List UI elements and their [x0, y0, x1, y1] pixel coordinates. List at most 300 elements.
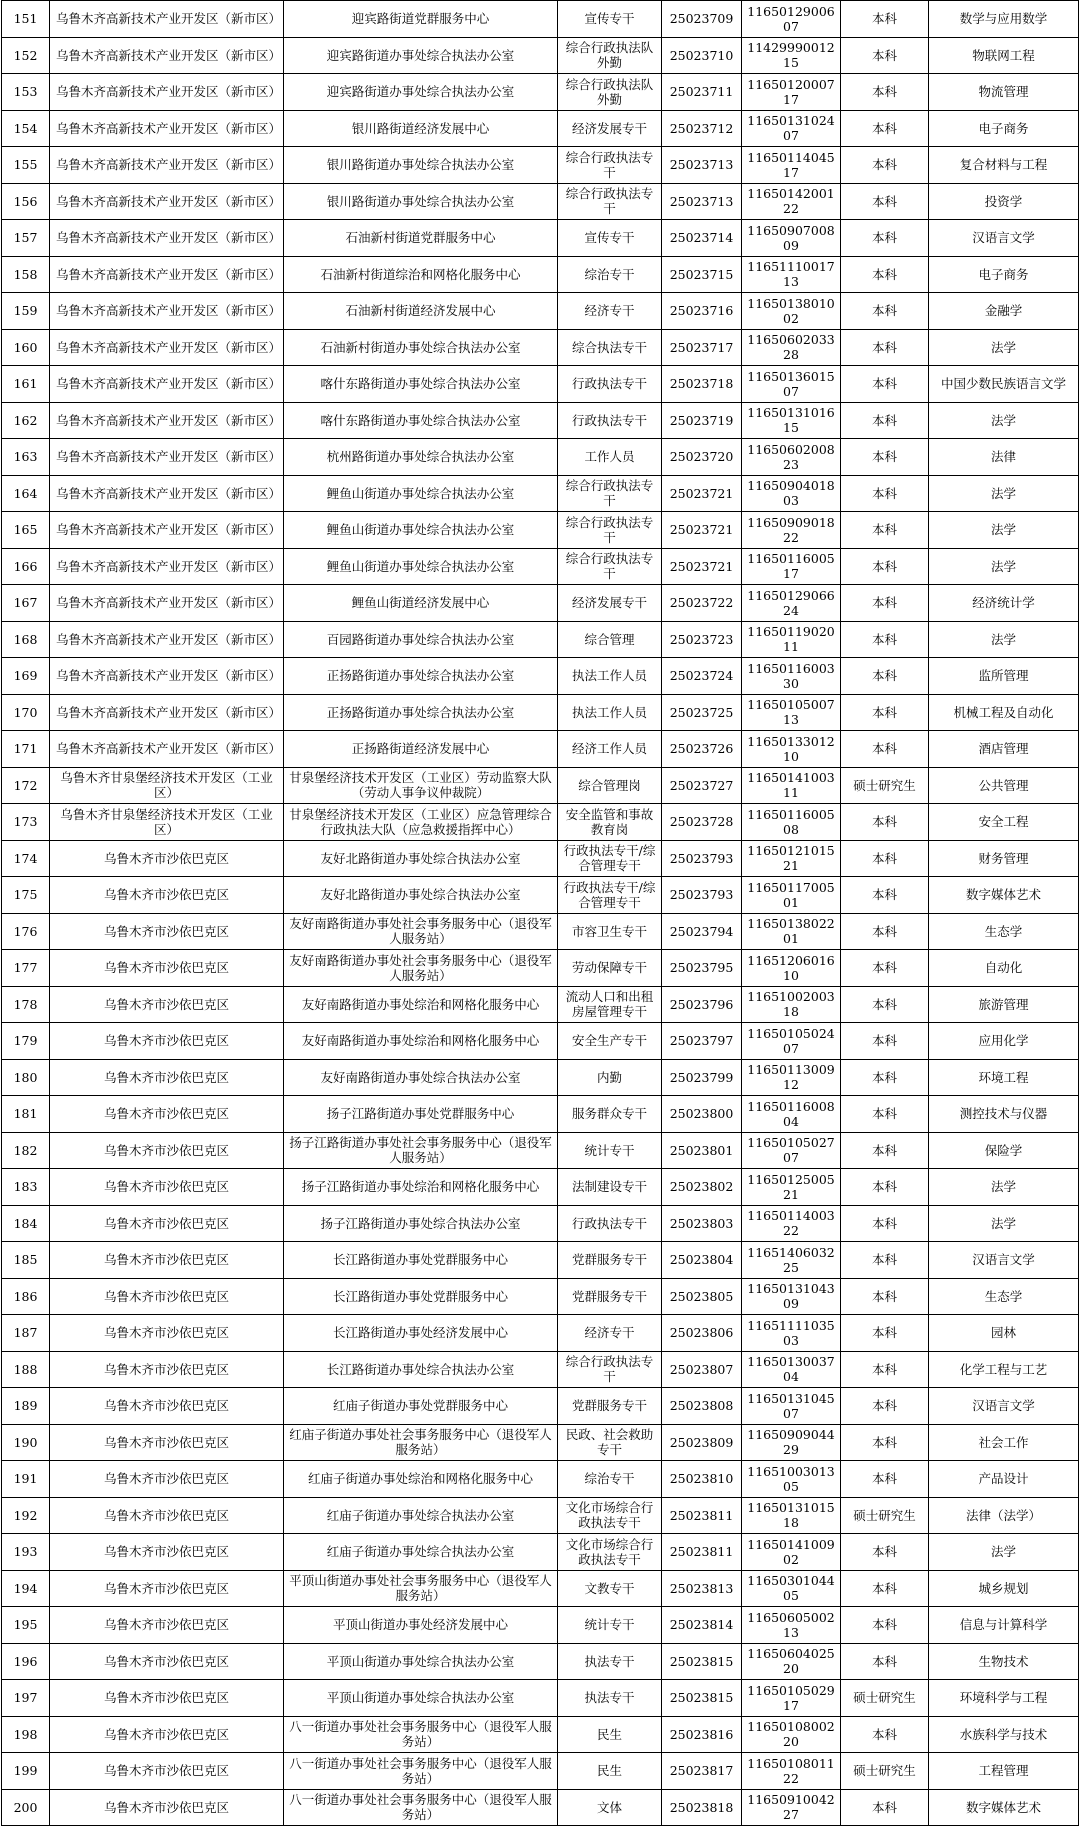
district-cell: 乌鲁木齐高新技术产业开发区（新市区） [50, 585, 284, 622]
education-cell: 本科 [841, 1789, 929, 1826]
row-number-cell: 197 [2, 1680, 50, 1717]
row-number-cell: 155 [2, 147, 50, 184]
position-code-cell: 25023797 [662, 1023, 742, 1060]
table-row [2, 1753, 1079, 1790]
row-number-cell: 165 [2, 512, 50, 549]
table-row [2, 877, 1079, 914]
position-code-cell: 25023810 [662, 1461, 742, 1498]
education-cell: 本科 [841, 1607, 929, 1644]
table-row [2, 147, 1079, 184]
education-cell: 本科 [841, 1534, 929, 1571]
row-number-cell: 195 [2, 1607, 50, 1644]
unit-cell: 银川路街道经济发展中心 [284, 110, 558, 147]
position-code-cell: 25023728 [662, 804, 742, 841]
exam-id-cell: 1165111001713 [742, 256, 841, 293]
education-cell: 本科 [841, 110, 929, 147]
major-cell: 社会工作 [929, 1424, 1079, 1461]
district-cell: 乌鲁木齐市沙依巴克区 [50, 1242, 284, 1279]
major-cell: 法学 [929, 621, 1079, 658]
major-cell: 数字媒体艺术 [929, 1789, 1079, 1826]
major-cell: 机械工程及自动化 [929, 694, 1079, 731]
major-cell: 环境工程 [929, 1059, 1079, 1096]
table-row [2, 1497, 1079, 1534]
position-cell: 民生 [558, 1753, 662, 1790]
row-number-cell: 184 [2, 1205, 50, 1242]
exam-id-cell: 1165011600508 [742, 804, 841, 841]
education-cell: 本科 [841, 329, 929, 366]
major-cell: 环境科学与工程 [929, 1680, 1079, 1717]
table-row [2, 840, 1079, 877]
row-number-cell: 172 [2, 767, 50, 804]
table-row [2, 366, 1079, 403]
position-code-cell: 25023719 [662, 402, 742, 439]
education-cell: 硕士研究生 [841, 767, 929, 804]
district-cell: 乌鲁木齐高新技术产业开发区（新市区） [50, 731, 284, 768]
education-cell: 本科 [841, 1023, 929, 1060]
position-cell: 行政执法专干/综合管理专干 [558, 877, 662, 914]
unit-cell: 甘泉堡经济技术开发区（工业区）应急管理综合行政执法大队（应急救援指挥中心） [284, 804, 558, 841]
position-cell: 法制建设专干 [558, 1169, 662, 1206]
position-cell: 文教专干 [558, 1570, 662, 1607]
unit-cell: 石油新村街道经济发展中心 [284, 293, 558, 330]
unit-cell: 正扬路街道经济发展中心 [284, 731, 558, 768]
exam-id-cell: 1165013003704 [742, 1351, 841, 1388]
exam-id-cell: 1165100301305 [742, 1461, 841, 1498]
district-cell: 乌鲁木齐高新技术产业开发区（新市区） [50, 1, 284, 38]
district-cell: 乌鲁木齐高新技术产业开发区（新市区） [50, 329, 284, 366]
exam-id-cell: 1165010502917 [742, 1680, 841, 1717]
major-cell: 公共管理 [929, 767, 1079, 804]
row-number-cell: 200 [2, 1789, 50, 1826]
position-cell: 经济工作人员 [558, 731, 662, 768]
position-cell: 综合管理岗 [558, 767, 662, 804]
position-cell: 宣传专干 [558, 1, 662, 38]
position-cell: 综合行政执法专干 [558, 1351, 662, 1388]
exam-id-cell: 1165011700501 [742, 877, 841, 914]
district-cell: 乌鲁木齐市沙依巴克区 [50, 840, 284, 877]
education-cell: 本科 [841, 1643, 929, 1680]
district-cell: 乌鲁木齐高新技术产业开发区（新市区） [50, 548, 284, 585]
position-cell: 民生 [558, 1716, 662, 1753]
education-cell: 本科 [841, 950, 929, 987]
exam-id-cell: 1165060402520 [742, 1643, 841, 1680]
major-cell: 汉语言文学 [929, 1242, 1079, 1279]
position-code-cell: 25023710 [662, 37, 742, 74]
position-code-cell: 25023712 [662, 110, 742, 147]
exam-id-cell: 1165011300912 [742, 1059, 841, 1096]
exam-id-cell: 1165060200823 [742, 439, 841, 476]
row-number-cell: 152 [2, 37, 50, 74]
education-cell: 本科 [841, 1132, 929, 1169]
row-number-cell: 166 [2, 548, 50, 585]
table-row [2, 512, 1079, 549]
unit-cell: 友好南路街道办事处综治和网格化服务中心 [284, 1023, 558, 1060]
position-code-cell: 25023804 [662, 1242, 742, 1279]
position-cell: 执法专干 [558, 1643, 662, 1680]
position-code-cell: 25023806 [662, 1315, 742, 1352]
position-cell: 党群服务专干 [558, 1242, 662, 1279]
position-code-cell: 25023722 [662, 585, 742, 622]
position-code-cell: 25023717 [662, 329, 742, 366]
unit-cell: 石油新村街道综治和网格化服务中心 [284, 256, 558, 293]
exam-id-cell: 1165012000717 [742, 74, 841, 111]
district-cell: 乌鲁木齐市沙依巴克区 [50, 1023, 284, 1060]
table-row [2, 731, 1079, 768]
table-row [2, 1278, 1079, 1315]
exam-id-cell: 1165010502707 [742, 1132, 841, 1169]
unit-cell: 石油新村街道办事处综合执法办公室 [284, 329, 558, 366]
row-number-cell: 173 [2, 804, 50, 841]
education-cell: 本科 [841, 1351, 929, 1388]
table-row [2, 913, 1079, 950]
position-cell: 行政执法专干/综合管理专干 [558, 840, 662, 877]
table-row [2, 767, 1079, 804]
district-cell: 乌鲁木齐高新技术产业开发区（新市区） [50, 366, 284, 403]
education-cell: 本科 [841, 512, 929, 549]
unit-cell: 八一街道办事处社会事务服务中心（退役军人服务站） [284, 1716, 558, 1753]
unit-cell: 扬子江路街道办事处综合执法办公室 [284, 1205, 558, 1242]
unit-cell: 迎宾路街道党群服务中心 [284, 1, 558, 38]
major-cell: 城乡规划 [929, 1570, 1079, 1607]
education-cell: 硕士研究生 [841, 1753, 929, 1790]
major-cell: 法律（法学） [929, 1497, 1079, 1534]
major-cell: 复合材料与工程 [929, 147, 1079, 184]
position-cell: 执法工作人员 [558, 694, 662, 731]
education-cell: 本科 [841, 840, 929, 877]
position-cell: 党群服务专干 [558, 1388, 662, 1425]
table-row [2, 1351, 1079, 1388]
major-cell: 法学 [929, 402, 1079, 439]
table-row [2, 256, 1079, 293]
table-row [2, 329, 1079, 366]
position-cell: 行政执法专干 [558, 402, 662, 439]
position-code-cell: 25023795 [662, 950, 742, 987]
education-cell: 本科 [841, 585, 929, 622]
major-cell: 法学 [929, 1169, 1079, 1206]
position-cell: 文化市场综合行政执法专干 [558, 1534, 662, 1571]
major-cell: 工程管理 [929, 1753, 1079, 1790]
major-cell: 汉语言文学 [929, 1388, 1079, 1425]
district-cell: 乌鲁木齐高新技术产业开发区（新市区） [50, 658, 284, 695]
table-row [2, 1607, 1079, 1644]
row-number-cell: 193 [2, 1534, 50, 1571]
position-cell: 服务群众专干 [558, 1096, 662, 1133]
district-cell: 乌鲁木齐市沙依巴克区 [50, 1132, 284, 1169]
district-cell: 乌鲁木齐市沙依巴克区 [50, 1278, 284, 1315]
table-row [2, 1424, 1079, 1461]
education-cell: 本科 [841, 1315, 929, 1352]
unit-cell: 红庙子街道办事处综合执法办公室 [284, 1497, 558, 1534]
position-cell: 行政执法专干 [558, 1205, 662, 1242]
unit-cell: 鲤鱼山街道办事处综合执法办公室 [284, 475, 558, 512]
table-row [2, 110, 1079, 147]
table-row [2, 439, 1079, 476]
district-cell: 乌鲁木齐高新技术产业开发区（新市区） [50, 37, 284, 74]
position-cell: 执法专干 [558, 1680, 662, 1717]
exam-id-cell: 1165013101615 [742, 402, 841, 439]
unit-cell: 银川路街道办事处综合执法办公室 [284, 147, 558, 184]
position-code-cell: 25023723 [662, 621, 742, 658]
position-code-cell: 25023721 [662, 548, 742, 585]
table-row [2, 1388, 1079, 1425]
position-cell: 劳动保障专干 [558, 950, 662, 987]
position-code-cell: 25023800 [662, 1096, 742, 1133]
unit-cell: 迎宾路街道办事处综合执法办公室 [284, 74, 558, 111]
position-code-cell: 25023816 [662, 1716, 742, 1753]
position-code-cell: 25023807 [662, 1351, 742, 1388]
row-number-cell: 163 [2, 439, 50, 476]
exam-id-cell: 1165013802201 [742, 913, 841, 950]
position-cell: 综合行政执法专干 [558, 183, 662, 220]
major-cell: 金融学 [929, 293, 1079, 330]
unit-cell: 友好南路街道办事处综合执法办公室 [284, 1059, 558, 1096]
table-row [2, 548, 1079, 585]
unit-cell: 平顶山街道办事处经济发展中心 [284, 1607, 558, 1644]
major-cell: 生态学 [929, 1278, 1079, 1315]
major-cell: 电子商务 [929, 110, 1079, 147]
exam-id-cell: 1165100200318 [742, 986, 841, 1023]
table-row [2, 1716, 1079, 1753]
major-cell: 法律 [929, 439, 1079, 476]
position-cell: 经济专干 [558, 293, 662, 330]
position-code-cell: 25023802 [662, 1169, 742, 1206]
position-code-cell: 25023815 [662, 1680, 742, 1717]
education-cell: 本科 [841, 913, 929, 950]
position-cell: 安全生产专干 [558, 1023, 662, 1060]
position-cell: 综合行政执法专干 [558, 512, 662, 549]
major-cell: 旅游管理 [929, 986, 1079, 1023]
position-code-cell: 25023715 [662, 256, 742, 293]
education-cell: 本科 [841, 1242, 929, 1279]
table-row [2, 1461, 1079, 1498]
exam-id-cell: 1165030104405 [742, 1570, 841, 1607]
position-cell: 统计专干 [558, 1607, 662, 1644]
table-row [2, 986, 1079, 1023]
exam-id-cell: 1165011404517 [742, 147, 841, 184]
row-number-cell: 191 [2, 1461, 50, 1498]
table-row [2, 1534, 1079, 1571]
education-cell: 本科 [841, 37, 929, 74]
exam-id-cell: 1165090700809 [742, 220, 841, 257]
row-number-cell: 183 [2, 1169, 50, 1206]
position-cell: 内勤 [558, 1059, 662, 1096]
education-cell: 本科 [841, 1424, 929, 1461]
district-cell: 乌鲁木齐高新技术产业开发区（新市区） [50, 74, 284, 111]
row-number-cell: 156 [2, 183, 50, 220]
unit-cell: 扬子江路街道办事处社会事务服务中心（退役军人服务站） [284, 1132, 558, 1169]
major-cell: 水族科学与技术 [929, 1716, 1079, 1753]
position-cell: 综合管理 [558, 621, 662, 658]
position-code-cell: 25023711 [662, 74, 742, 111]
district-cell: 乌鲁木齐高新技术产业开发区（新市区） [50, 220, 284, 257]
district-cell: 乌鲁木齐市沙依巴克区 [50, 1205, 284, 1242]
major-cell: 监所管理 [929, 658, 1079, 695]
table-row [2, 658, 1079, 695]
table-row [2, 1132, 1079, 1169]
unit-cell: 友好南路街道办事处社会事务服务中心（退役军人服务站） [284, 913, 558, 950]
district-cell: 乌鲁木齐市沙依巴克区 [50, 1680, 284, 1717]
table-row [2, 475, 1079, 512]
row-number-cell: 198 [2, 1716, 50, 1753]
district-cell: 乌鲁木齐高新技术产业开发区（新市区） [50, 110, 284, 147]
row-number-cell: 169 [2, 658, 50, 695]
position-code-cell: 25023817 [662, 1753, 742, 1790]
exam-id-cell: 1165060203328 [742, 329, 841, 366]
position-code-cell: 25023808 [662, 1388, 742, 1425]
district-cell: 乌鲁木齐市沙依巴克区 [50, 1461, 284, 1498]
exam-id-cell: 1165011902011 [742, 621, 841, 658]
district-cell: 乌鲁木齐高新技术产业开发区（新市区） [50, 183, 284, 220]
row-number-cell: 182 [2, 1132, 50, 1169]
district-cell: 乌鲁木齐高新技术产业开发区（新市区） [50, 475, 284, 512]
row-number-cell: 158 [2, 256, 50, 293]
exam-id-cell: 1165090401803 [742, 475, 841, 512]
table-row [2, 1169, 1079, 1206]
education-cell: 本科 [841, 621, 929, 658]
major-cell: 法学 [929, 475, 1079, 512]
position-cell: 综合行政执法队外勤 [558, 74, 662, 111]
position-code-cell: 25023721 [662, 475, 742, 512]
row-number-cell: 180 [2, 1059, 50, 1096]
education-cell: 本科 [841, 1205, 929, 1242]
major-cell: 财务管理 [929, 840, 1079, 877]
major-cell: 园林 [929, 1315, 1079, 1352]
position-code-cell: 25023793 [662, 877, 742, 914]
row-number-cell: 187 [2, 1315, 50, 1352]
position-cell: 民政、社会救助专干 [558, 1424, 662, 1461]
exam-id-cell: 1165013601507 [742, 366, 841, 403]
exam-id-cell: 1165120601610 [742, 950, 841, 987]
position-cell: 综合行政执法队外勤 [558, 37, 662, 74]
row-number-cell: 162 [2, 402, 50, 439]
district-cell: 乌鲁木齐市沙依巴克区 [50, 1497, 284, 1534]
table-row [2, 1023, 1079, 1060]
district-cell: 乌鲁木齐高新技术产业开发区（新市区） [50, 512, 284, 549]
major-cell: 数学与应用数学 [929, 1, 1079, 38]
district-cell: 乌鲁木齐高新技术产业开发区（新市区） [50, 439, 284, 476]
unit-cell: 喀什东路街道办事处综合执法办公室 [284, 366, 558, 403]
major-cell: 法学 [929, 1205, 1079, 1242]
position-cell: 行政执法专干 [558, 366, 662, 403]
unit-cell: 鲤鱼山街道经济发展中心 [284, 585, 558, 622]
district-cell: 乌鲁木齐甘泉堡经济技术开发区（工业区） [50, 804, 284, 841]
exam-id-cell: 1165011600804 [742, 1096, 841, 1133]
district-cell: 乌鲁木齐市沙依巴克区 [50, 1424, 284, 1461]
row-number-cell: 153 [2, 74, 50, 111]
position-code-cell: 25023799 [662, 1059, 742, 1096]
position-code-cell: 25023726 [662, 731, 742, 768]
position-code-cell: 25023716 [662, 293, 742, 330]
exam-id-cell: 1165011400322 [742, 1205, 841, 1242]
education-cell: 本科 [841, 293, 929, 330]
row-number-cell: 199 [2, 1753, 50, 1790]
education-cell: 本科 [841, 475, 929, 512]
position-cell: 经济发展专干 [558, 110, 662, 147]
exam-id-cell: 1165140603225 [742, 1242, 841, 1279]
education-cell: 硕士研究生 [841, 1497, 929, 1534]
major-cell: 生物技术 [929, 1643, 1079, 1680]
table-row [2, 293, 1079, 330]
district-cell: 乌鲁木齐市沙依巴克区 [50, 1570, 284, 1607]
exam-id-cell: 1142999001215 [742, 37, 841, 74]
exam-id-cell: 1165011600517 [742, 548, 841, 585]
table-row [2, 804, 1079, 841]
major-cell: 信息与计算科学 [929, 1607, 1079, 1644]
unit-cell: 长江路街道办事处综合执法办公室 [284, 1351, 558, 1388]
major-cell: 酒店管理 [929, 731, 1079, 768]
position-code-cell: 25023818 [662, 1789, 742, 1826]
table-row [2, 37, 1079, 74]
position-cell: 统计专干 [558, 1132, 662, 1169]
row-number-cell: 171 [2, 731, 50, 768]
position-code-cell: 25023793 [662, 840, 742, 877]
position-cell: 工作人员 [558, 439, 662, 476]
district-cell: 乌鲁木齐市沙依巴克区 [50, 1789, 284, 1826]
major-cell: 法学 [929, 512, 1079, 549]
unit-cell: 喀什东路街道办事处综合执法办公室 [284, 402, 558, 439]
position-cell: 文体 [558, 1789, 662, 1826]
unit-cell: 正扬路街道办事处综合执法办公室 [284, 694, 558, 731]
position-code-cell: 25023815 [662, 1643, 742, 1680]
position-cell: 综合行政执法专干 [558, 475, 662, 512]
exam-id-cell: 1165013102407 [742, 110, 841, 147]
row-number-cell: 177 [2, 950, 50, 987]
position-code-cell: 25023801 [662, 1132, 742, 1169]
education-cell: 本科 [841, 1, 929, 38]
education-cell: 本科 [841, 1278, 929, 1315]
table-row [2, 1096, 1079, 1133]
table-row [2, 1570, 1079, 1607]
exam-id-cell: 1165012906624 [742, 585, 841, 622]
row-number-cell: 160 [2, 329, 50, 366]
position-code-cell: 25023721 [662, 512, 742, 549]
unit-cell: 扬子江路街道办事处综治和网格化服务中心 [284, 1169, 558, 1206]
row-number-cell: 157 [2, 220, 50, 257]
position-cell: 综合行政执法专干 [558, 147, 662, 184]
district-cell: 乌鲁木齐市沙依巴克区 [50, 1716, 284, 1753]
district-cell: 乌鲁木齐高新技术产业开发区（新市区） [50, 621, 284, 658]
exam-id-cell: 1165013101518 [742, 1497, 841, 1534]
district-cell: 乌鲁木齐市沙依巴克区 [50, 986, 284, 1023]
education-cell: 本科 [841, 74, 929, 111]
exam-id-cell: 1165014200122 [742, 183, 841, 220]
table-row [2, 1059, 1079, 1096]
education-cell: 本科 [841, 439, 929, 476]
table-row [2, 1680, 1079, 1717]
unit-cell: 长江路街道办事处经济发展中心 [284, 1315, 558, 1352]
unit-cell: 杭州路街道办事处综合执法办公室 [284, 439, 558, 476]
education-cell: 本科 [841, 183, 929, 220]
row-number-cell: 161 [2, 366, 50, 403]
table-row [2, 950, 1079, 987]
row-number-cell: 179 [2, 1023, 50, 1060]
table-row [2, 402, 1079, 439]
district-cell: 乌鲁木齐市沙依巴克区 [50, 913, 284, 950]
unit-cell: 石油新村街道党群服务中心 [284, 220, 558, 257]
exam-id-cell: 1165091004227 [742, 1789, 841, 1826]
row-number-cell: 181 [2, 1096, 50, 1133]
unit-cell: 正扬路街道办事处综合执法办公室 [284, 658, 558, 695]
education-cell: 本科 [841, 986, 929, 1023]
major-cell: 物流管理 [929, 74, 1079, 111]
unit-cell: 红庙子街道办事处党群服务中心 [284, 1388, 558, 1425]
major-cell: 法学 [929, 548, 1079, 585]
position-cell: 宣传专干 [558, 220, 662, 257]
position-code-cell: 25023714 [662, 220, 742, 257]
district-cell: 乌鲁木齐市沙依巴克区 [50, 1169, 284, 1206]
roster-body [2, 1, 1079, 1826]
unit-cell: 银川路街道办事处综合执法办公室 [284, 183, 558, 220]
